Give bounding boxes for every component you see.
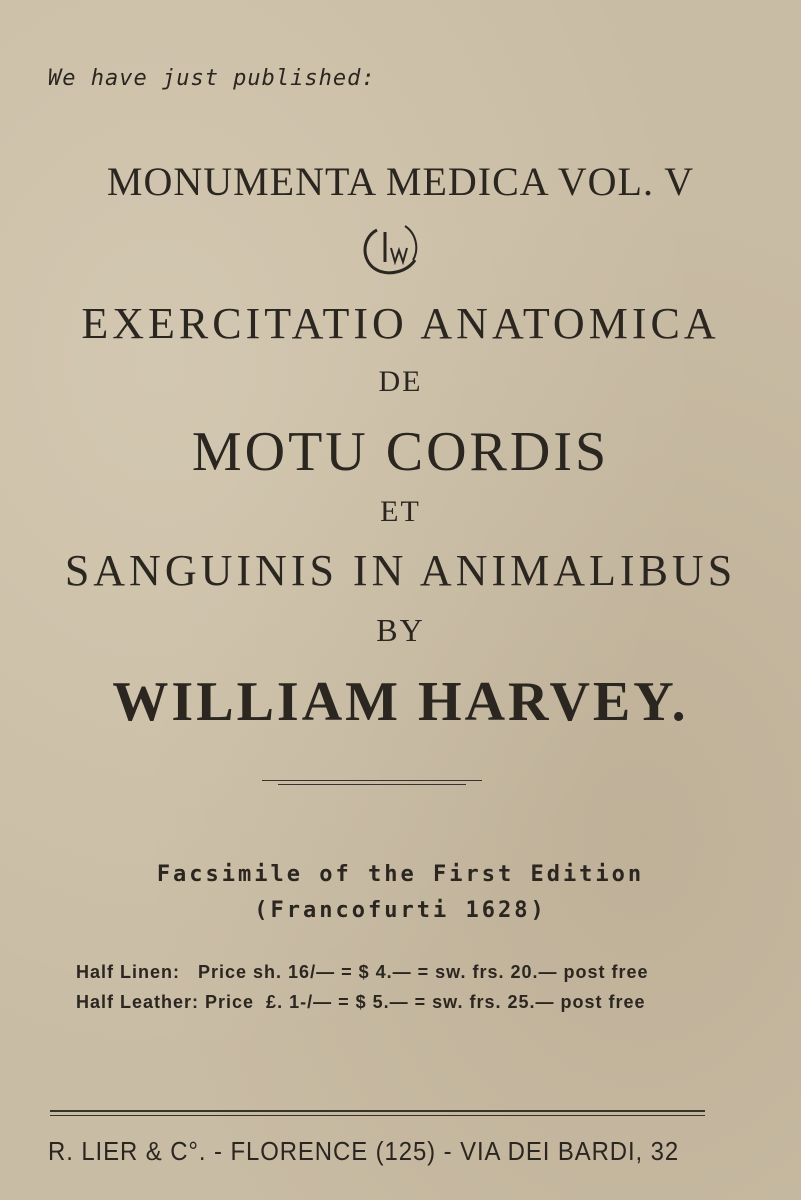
series-title: MONUMENTA MEDICA VOL. V: [106, 159, 695, 204]
price-half-leather: Half Leather: Price £. 1-/— = $ 5.— = sw. frs. 25.— post free: [76, 992, 646, 1012]
footer-rule: [50, 1110, 705, 1112]
price-half-linen: Half Linen: Price sh. 16/— = $ 4.— = sw. frs. 20.— post free: [76, 962, 649, 982]
facsimile-line-1: Facsimile of the First Edition: [156, 862, 645, 887]
title-line-1: EXERCITATIO ANATOMICA: [81, 299, 720, 348]
footer-rule-inner: [50, 1115, 705, 1116]
printer-monogram-icon: [355, 218, 425, 283]
title-de: DE: [378, 365, 423, 398]
intro-text: We have just published:: [48, 66, 376, 91]
title-by: BY: [376, 612, 425, 648]
publisher-address: R. LIER & C°. - FLORENCE (125) - VIA DEI BARDI, 32: [48, 1136, 680, 1166]
divider-rule-inner: [278, 784, 466, 785]
divider-rule: [262, 780, 482, 781]
facsimile-line-2: (Francofurti 1628): [254, 898, 547, 923]
title-et: ET: [380, 495, 421, 528]
title-line-3: SANGUINIS IN ANIMALIBUS: [64, 546, 737, 595]
author-name: WILLIAM HARVEY.: [112, 671, 689, 733]
title-line-2: MOTU CORDIS: [191, 421, 610, 483]
